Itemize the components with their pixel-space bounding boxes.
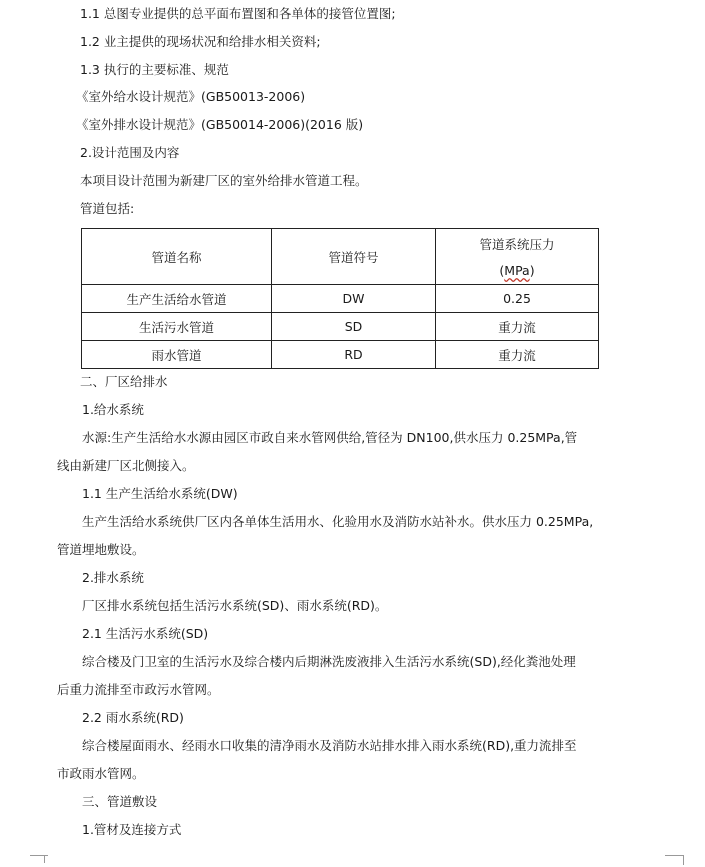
page-corner-mark-right-h <box>665 855 683 856</box>
header-pressure-unit <box>436 263 598 278</box>
table-header-row <box>82 229 599 285</box>
cell-symbol: DW <box>272 285 436 313</box>
table-row <box>82 285 599 313</box>
drainage-text: 厂区排水系统包括生活污水系统(SD)、雨水系统(RD)。 <box>82 598 388 613</box>
standard-drainage: 《室外排水设计规范》(GB50014-2006)(2016 版) <box>76 117 364 132</box>
cell-name: 生活污水管道 <box>82 313 272 341</box>
header-pressure-label: 管道系统压力 <box>479 237 555 252</box>
cell-pressure: 重力流 <box>436 341 599 369</box>
text-line-1-3: 1.3 执行的主要标准、规范 <box>80 62 229 77</box>
standard-water-supply: 《室外给水设计规范》(GB50013-2006) <box>76 89 306 104</box>
water-source-text-2: 线由新建厂区北侧接入。 <box>57 458 195 473</box>
cell-name: 生产生活给水管道 <box>82 285 272 313</box>
header-pipe-name: 管道名称 <box>82 229 272 285</box>
unit-open-paren: ( <box>499 263 505 278</box>
header-pipe-pressure <box>436 229 599 285</box>
pipes-include-label: 管道包括: <box>80 201 135 216</box>
cell-symbol: RD <box>272 341 436 369</box>
dw-system-heading: 1.1 生产生活给水系统(DW) <box>82 486 238 501</box>
rd-system-text-1: 综合楼屋面雨水、经雨水口收集的清净雨水及消防水站排水排入雨水系统(RD),重力流排至 <box>82 738 577 753</box>
drainage-heading: 2.排水系统 <box>82 570 144 585</box>
pipe-table <box>81 228 599 369</box>
text-line-1-1: 1.1 总图专业提供的总平面布置图和各单体的接管位置图; <box>80 6 396 21</box>
dw-system-text-2: 管道埋地敷设。 <box>57 542 145 557</box>
section-3-heading: 三、管道敷设 <box>82 794 158 809</box>
cell-symbol: SD <box>272 313 436 341</box>
scope-text: 本项目设计范围为新建厂区的室外给排水管道工程。 <box>80 173 368 188</box>
page-corner-mark-left-h <box>30 855 48 856</box>
cell-pressure: 重力流 <box>436 313 599 341</box>
table-row <box>82 313 599 341</box>
sd-system-text-2: 后重力流排至市政污水管网。 <box>57 682 220 697</box>
sd-system-heading: 2.1 生活污水系统(SD) <box>82 626 209 641</box>
section-2-heading: 2.设计范围及内容 <box>80 145 180 160</box>
water-source-text-1: 水源:生产生活给水水源由园区市政自来水管网供给,管径为 DN100,供水压力 0.25MPa,管 <box>82 430 578 445</box>
unit-close-paren: ) <box>529 263 535 278</box>
materials-heading: 1.管材及连接方式 <box>82 822 182 837</box>
cell-pressure: 0.25 <box>436 285 599 313</box>
cell-name: 雨水管道 <box>82 341 272 369</box>
table-row <box>82 341 599 369</box>
page-corner-mark-left <box>30 855 45 863</box>
header-pipe-symbol: 管道符号 <box>272 229 436 285</box>
text-line-1-2: 1.2 业主提供的现场状况和给排水相关资料; <box>80 34 321 49</box>
water-supply-heading: 1.给水系统 <box>82 402 144 417</box>
section-2-main-heading: 二、厂区给排水 <box>80 374 168 389</box>
sd-system-text-1: 综合楼及门卫室的生活污水及综合楼内后期淋洗废液排入生活污水系统(SD),经化粪池处理 <box>82 654 576 669</box>
unit-mpa: MPa <box>504 263 530 278</box>
dw-system-text-1: 生产生活给水系统供厂区内各单体生活用水、化验用水及消防水站补水。供水压力 0.25MPa, <box>82 514 594 529</box>
rd-system-text-2: 市政雨水管网。 <box>57 766 145 781</box>
page-corner-mark-right <box>683 855 684 865</box>
rd-system-heading: 2.2 雨水系统(RD) <box>82 710 184 725</box>
